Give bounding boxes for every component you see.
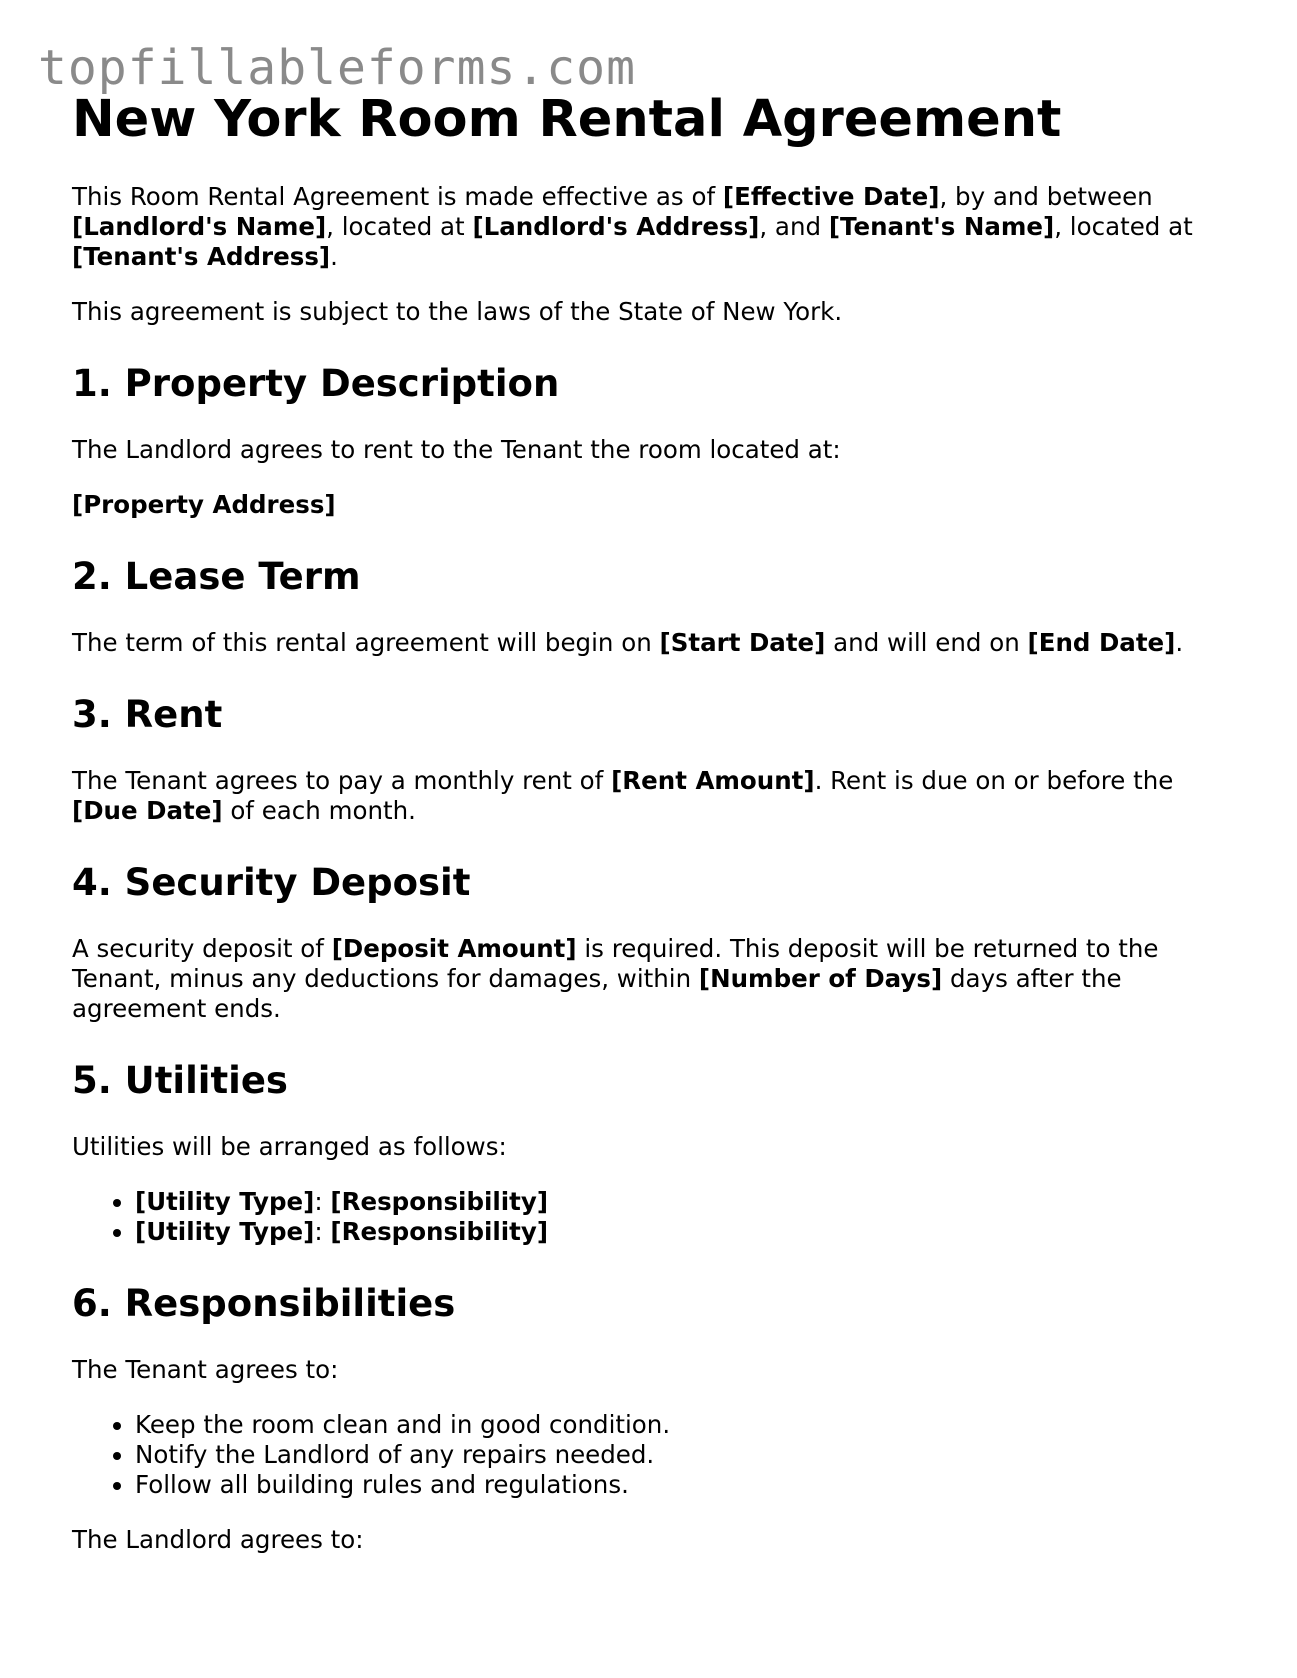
rent-text: The Tenant agrees to pay a monthly rent of bbox=[72, 766, 612, 795]
lease-text: and will end on bbox=[825, 628, 1028, 657]
end-date-field: [End Date] bbox=[1027, 628, 1176, 657]
rent-amount-field: [Rent Amount] bbox=[611, 766, 815, 795]
utilities-paragraph: Utilities will be arranged as follows: bbox=[72, 1132, 507, 1161]
deposit-amount-field: [Deposit Amount] bbox=[331, 934, 577, 963]
responsibility-field: [Responsibility] bbox=[330, 1187, 549, 1216]
list-item bbox=[135, 1187, 1232, 1217]
property-paragraph: The Landlord agrees to rent to the Tenant the room located at: bbox=[72, 435, 841, 464]
property-address-paragraph bbox=[72, 490, 1232, 520]
tenant-address-field: [Tenant's Address] bbox=[72, 242, 331, 271]
property-address-field: [Property Address] bbox=[72, 490, 336, 519]
tenant-name-field: [Tenant's Name] bbox=[828, 212, 1055, 241]
landlord-agrees-paragraph: The Landlord agrees to: bbox=[72, 1525, 364, 1554]
lease-term-paragraph bbox=[72, 628, 1232, 658]
list-item bbox=[135, 1217, 1232, 1247]
rent-text: . Rent is due on or before the bbox=[814, 766, 1174, 795]
deposit-text: A security deposit of bbox=[72, 934, 332, 963]
due-date-field: [Due Date] bbox=[72, 796, 223, 825]
deposit-text: is required. This deposit will be returned to the Tenant, minus any deductions for damages, within bbox=[72, 934, 1159, 993]
separator: : bbox=[314, 1187, 331, 1216]
list-item: • Follow all building rules and regulations. bbox=[135, 1470, 1232, 1500]
governing-law-paragraph: This agreement is subject to the laws of the State of New York. bbox=[72, 297, 843, 326]
lease-text: . bbox=[1175, 628, 1184, 657]
list-item: • Keep the room clean and in good condition. bbox=[135, 1410, 1232, 1440]
deposit-text: days after the agreement ends. bbox=[72, 964, 1122, 1023]
landlord-name-field: [Landlord's Name] bbox=[72, 212, 327, 241]
intro-text: , and bbox=[759, 212, 829, 241]
section-heading-lease-term: 2. Lease Term bbox=[72, 555, 361, 598]
intro-text: , located at bbox=[326, 212, 473, 241]
tenant-responsibilities-list bbox=[72, 1410, 1232, 1500]
utilities-list bbox=[72, 1187, 1232, 1247]
effective-date-field: [Effective Date] bbox=[722, 182, 940, 211]
section-heading-responsibilities: 6. Responsibilities bbox=[72, 1282, 456, 1325]
section-heading-property: 1. Property Description bbox=[72, 362, 560, 405]
rent-paragraph bbox=[72, 766, 1232, 826]
number-of-days-field: [Number of Days] bbox=[698, 964, 943, 993]
intro-text: , located at bbox=[1054, 212, 1193, 241]
intro-text: This Room Rental Agreement is made effective as of bbox=[72, 182, 723, 211]
section-heading-security-deposit: 4. Security Deposit bbox=[72, 861, 471, 904]
start-date-field: [Start Date] bbox=[659, 628, 826, 657]
watermark: topfillableforms.com bbox=[38, 40, 636, 96]
tenant-agrees-paragraph: The Tenant agrees to: bbox=[72, 1355, 339, 1384]
intro-paragraph bbox=[72, 182, 1232, 272]
section-heading-utilities: 5. Utilities bbox=[72, 1059, 288, 1102]
landlord-address-field: [Landlord's Address] bbox=[472, 212, 760, 241]
lease-text: The term of this rental agreement will begin on bbox=[72, 628, 660, 657]
utility-type-field: [Utility Type] bbox=[135, 1217, 315, 1246]
separator: : bbox=[314, 1217, 331, 1246]
section-heading-rent: 3. Rent bbox=[72, 693, 223, 736]
intro-text: . bbox=[330, 242, 338, 271]
document-title: New York Room Rental Agreement bbox=[72, 90, 1062, 149]
responsibility-field: [Responsibility] bbox=[330, 1217, 549, 1246]
utility-type-field: [Utility Type] bbox=[135, 1187, 315, 1216]
list-item: • Notify the Landlord of any repairs needed. bbox=[135, 1440, 1232, 1470]
rent-text: of each month. bbox=[222, 796, 416, 825]
deposit-paragraph bbox=[72, 934, 1232, 1024]
document-page bbox=[72, 88, 1232, 1580]
intro-text: , by and between bbox=[939, 182, 1153, 211]
